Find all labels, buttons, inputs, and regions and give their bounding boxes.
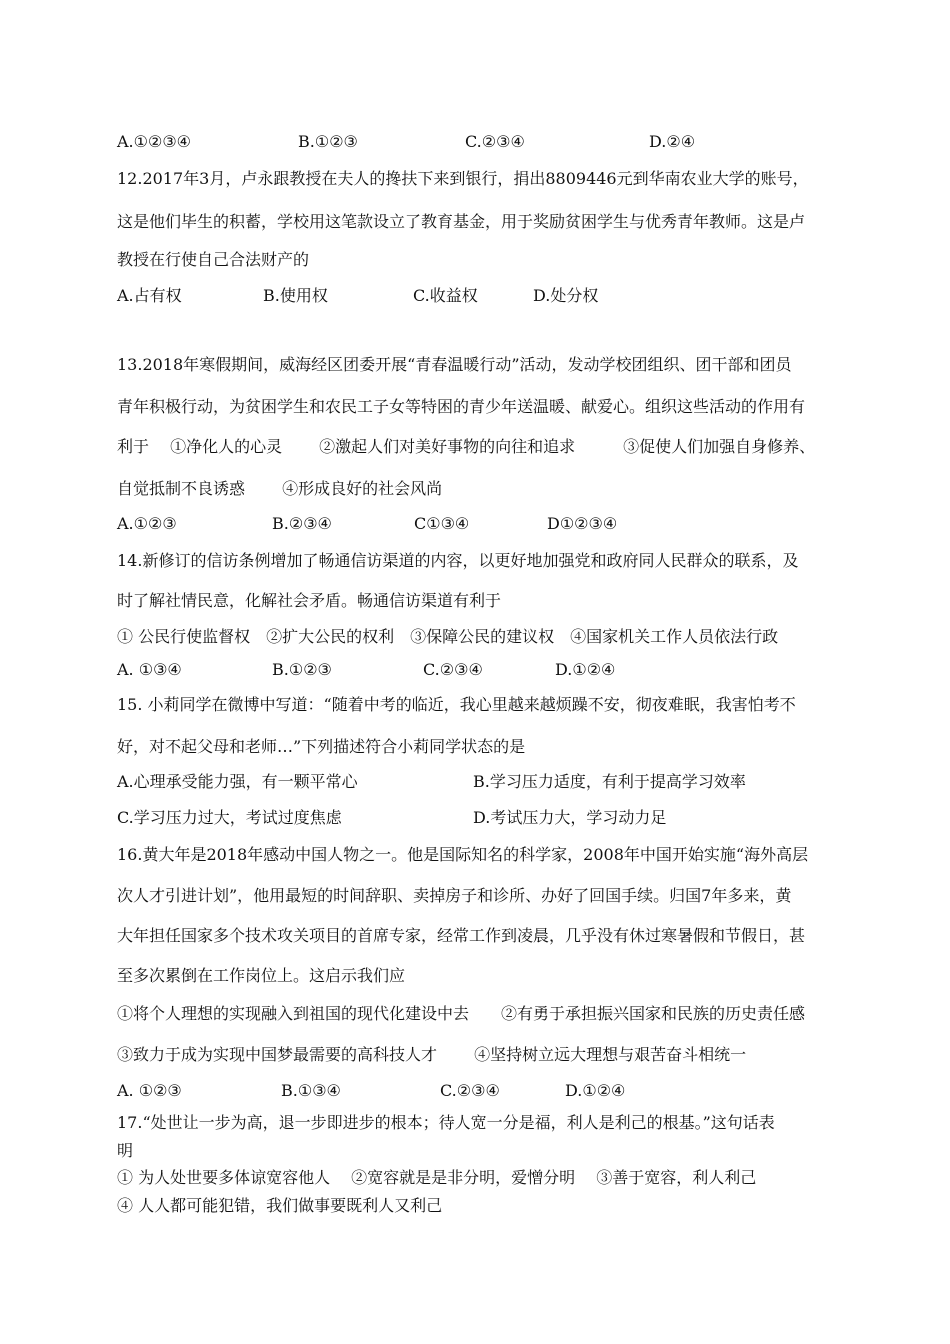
q11-option-b: B.①②③	[298, 132, 358, 151]
q14-option-b: B.①②③	[272, 660, 332, 679]
q17-choices-line-1: ① 为人处世要多体谅宽容他人 ②宽容就是是非分明，爱憎分明 ③善于宽容，利人利己	[117, 1168, 757, 1187]
q11-option-d: D.②④	[649, 132, 696, 151]
q16-stem-line-1: 16.黄大年是2018年感动中国人物之一。他是国际知名的科学家，2008年中国开始实施“海外高层	[117, 845, 809, 864]
q13-stem-line-1: 13.2018年寒假期间，威海经区团委开展“青春温暖行动”活动，发动学校团组织、团干部和团员	[117, 355, 792, 374]
q13-stem-line-2: 青年积极行动，为贫困学生和农民工子女等特困的青少年送温暖、献爱心。组织这些活动的作用有	[117, 397, 806, 416]
q16-stem-line-4: 至多次累倒在工作岗位上。这启示我们应	[117, 966, 406, 985]
q14-option-d: D.①②④	[555, 660, 616, 679]
q12-option-a: A.占有权	[117, 286, 182, 305]
q14-stem-line-1: 14.新修订的信访条例增加了畅通信访渠道的内容，以更好地加强党和政府同人民群众的联系，及	[117, 551, 799, 570]
q17-choices-line-2: ④ 人人都可能犯错，我们做事要既利人又利己	[117, 1196, 443, 1215]
q16-stem-line-3: 大年担任国家多个技术攻关项目的首席专家，经常工作到凌晨，几乎没有休过寒暑假和节假日，甚	[117, 926, 806, 945]
q16-choices-line-1: ①将个人理想的实现融入到祖国的现代化建设中去 ②有勇于承担振兴国家和民族的历史责任感	[117, 1004, 806, 1023]
q15-option-c: C.学习压力过大，考试过度焦虑	[117, 808, 342, 827]
q12-option-b: B.使用权	[263, 286, 328, 305]
q17-stem-line-2: 明	[117, 1141, 134, 1160]
q12-option-d: D.处分权	[533, 286, 599, 305]
q13-option-c: C①③④	[414, 514, 470, 533]
q16-option-a: A. ①②③	[117, 1081, 182, 1100]
q12-option-c: C.收益权	[413, 286, 478, 305]
q15-option-b: B.学习压力适度，有利于提高学习效率	[473, 772, 746, 791]
q15-stem-line-2: 好，对不起父母和老师…”下列描述符合小莉同学状态的是	[117, 737, 526, 756]
q12-stem-line-3: 教授在行使自己合法财产的	[117, 250, 310, 269]
q12-stem-line-1: 12.2017年3月，卢永跟教授在夫人的搀扶下来到银行，捐出8809446元到华南农业大学的账号，	[117, 169, 809, 188]
q16-stem-line-2: 次人才引进计划”，他用最短的时间辞职、卖掉房子和诊所、办好了回国手续。归国7年多来，黄	[117, 886, 792, 905]
q11-option-a: A.①②③④	[117, 132, 192, 151]
q14-option-c: C.②③④	[423, 660, 483, 679]
q16-choices-line-2: ③致力于成为实现中国梦最需要的高科技人才 ④坚持树立远大理想与艰苦奋斗相统一	[117, 1045, 747, 1064]
q16-option-c: C.②③④	[440, 1081, 500, 1100]
q15-option-a: A.心理承受能力强，有一颗平常心	[117, 772, 358, 791]
q14-choices-line: ① 公民行使监督权 ②扩大公民的权利 ③保障公民的建议权 ④国家机关工作人员依法行政	[117, 627, 779, 646]
q15-option-d: D.考试压力大，学习动力足	[473, 808, 667, 827]
q17-stem-line-1: 17.“处世让一步为高，退一步即进步的根本；待人宽一分是福，利人是利己的根基。”这句话表	[117, 1113, 775, 1132]
q16-option-b: B.①③④	[281, 1081, 341, 1100]
q13-option-a: A.①②③	[117, 514, 177, 533]
q13-option-b: B.②③④	[272, 514, 332, 533]
q14-option-a: A. ①③④	[117, 660, 182, 679]
q16-option-d: D.①②④	[565, 1081, 626, 1100]
q15-stem-line-1: 15. 小莉同学在微博中写道：“随着中考的临近，我心里越来越烦躁不安，彻夜难眠，我害怕考不	[117, 695, 796, 714]
q12-stem-line-2: 这是他们毕生的积蓄，学校用这笔款设立了教育基金，用于奖励贫困学生与优秀青年教师。这是卢	[117, 212, 806, 231]
q13-stem-line-4: 自觉抵制不良诱惑 ④形成良好的社会风尚	[117, 479, 443, 498]
q13-stem-line-3: 利于 ①净化人的心灵 ②激起人们对美好事物的向往和追求 ③促使人们加强自身修养、	[117, 437, 816, 456]
q13-option-d: D①②③④	[547, 514, 618, 533]
q11-option-c: C.②③④	[465, 132, 525, 151]
q14-stem-line-2: 时了解社情民意，化解社会矛盾。畅通信访渠道有利于	[117, 591, 502, 610]
